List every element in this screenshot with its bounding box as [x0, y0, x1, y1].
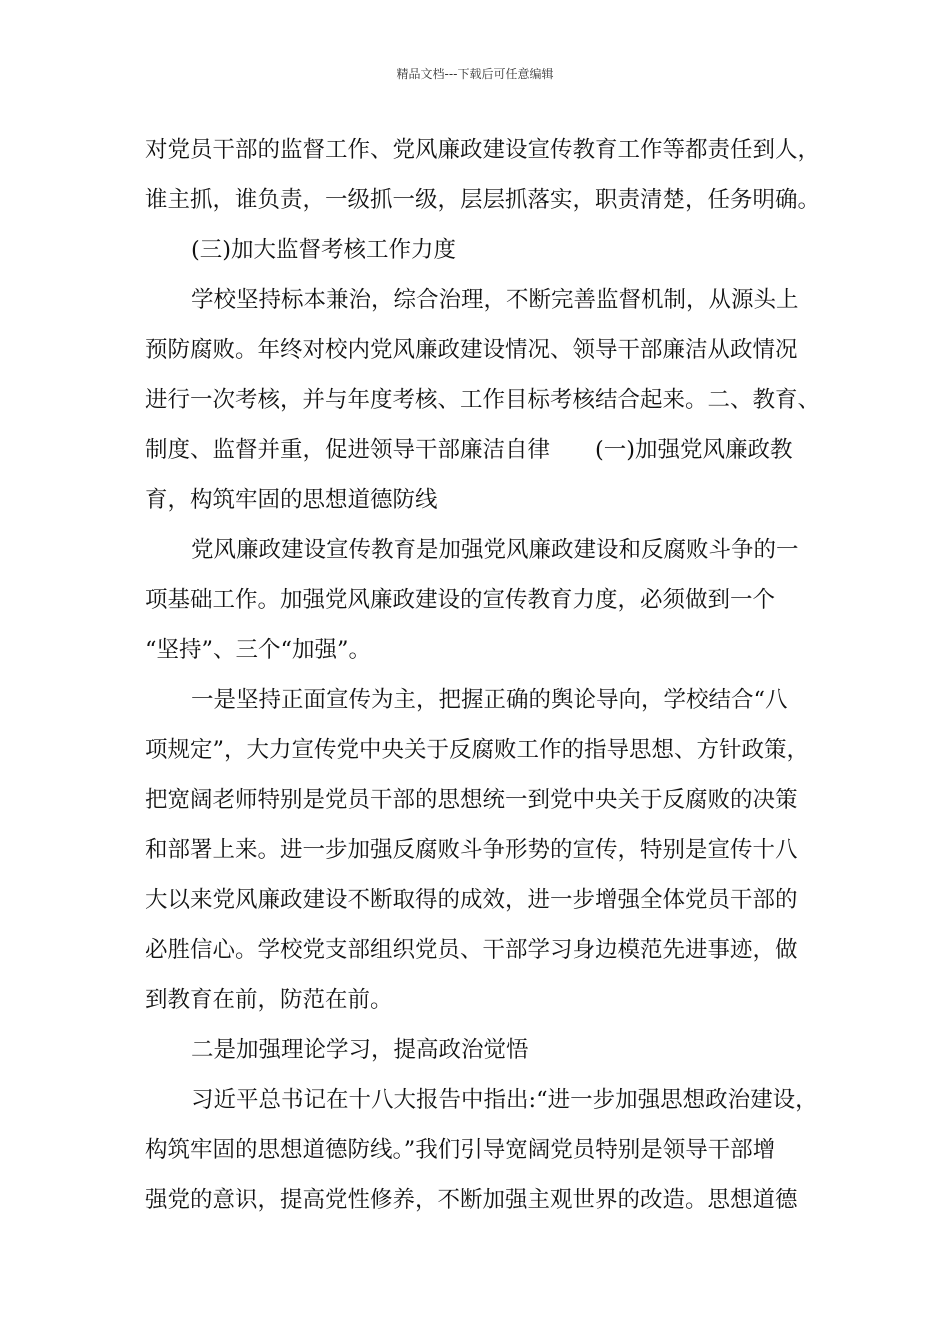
text-line: 预防腐败。年终对校内党风廉政建设情况、领导干部廉洁从政情况: [145, 337, 798, 363]
section-heading: 二是加强理论学习，提高政治觉悟: [191, 1037, 529, 1063]
text-line: “坚持”、三个“加强”。: [145, 637, 372, 663]
text-line: 学校坚持标本兼治，综合治理，不断完善监督机制，从源头上: [191, 287, 799, 313]
section-heading: (三)加大监督考核工作力度: [191, 237, 457, 263]
text-line: 项规定”，大力宣传党中央关于反腐败工作的指导思想、方针政策，: [145, 737, 810, 763]
text-line: 项基础工作。加强党风廉政建设的宣传教育力度，必须做到一个: [145, 587, 776, 613]
text-line: 育，构筑牢固的思想道德防线: [145, 487, 438, 513]
text-line: 党风廉政建设宣传教育是加强党风廉政建设和反腐败斗争的一: [191, 537, 799, 563]
text-line: 把宽阔老师特别是党员干部的思想统一到党中央关于反腐败的决策: [145, 787, 798, 813]
text-line: 一是坚持正面宣传为主，把握正确的舆论导向，学校结合“八: [191, 687, 788, 713]
text-line: 进行一次考核，并与年度考核、工作目标考核结合起来。二、教育、: [145, 387, 821, 413]
text-line: 和部署上来。进一步加强反腐败斗争形势的宣传，特别是宣传十八: [145, 837, 798, 863]
page-header: 精品文档---下载后可任意编辑: [396, 67, 554, 81]
text-line: 谁主抓，谁负责，一级抓一级，层层抓落实，职责清楚，任务明确。: [145, 187, 821, 213]
text-line: 必胜信心。学校党支部组织党员、干部学习身边模范先进事迹，做: [145, 937, 798, 963]
text-line: 强党的意识，提高党性修养，不断加强主观世界的改造。思想道德: [145, 1187, 798, 1213]
text-line: 大以来党风廉政建设不断取得的成效，进一步增强全体党员干部的: [145, 887, 798, 913]
text-line: 到教育在前，防范在前。: [145, 987, 393, 1013]
text-line: 制度、监督并重，促进领导干部廉洁自律 (一)加强党风廉政教: [145, 437, 793, 463]
text-line: 习近平总书记在十八大报告中指出:“进一步加强思想政治建设，: [191, 1087, 818, 1113]
text-line: 对党员干部的监督工作、党风廉政建设宣传教育工作等都责任到人，: [145, 137, 821, 163]
text-line: 构筑牢固的思想道德防线。”我们引导宽阔党员特别是领导干部增: [145, 1137, 776, 1163]
